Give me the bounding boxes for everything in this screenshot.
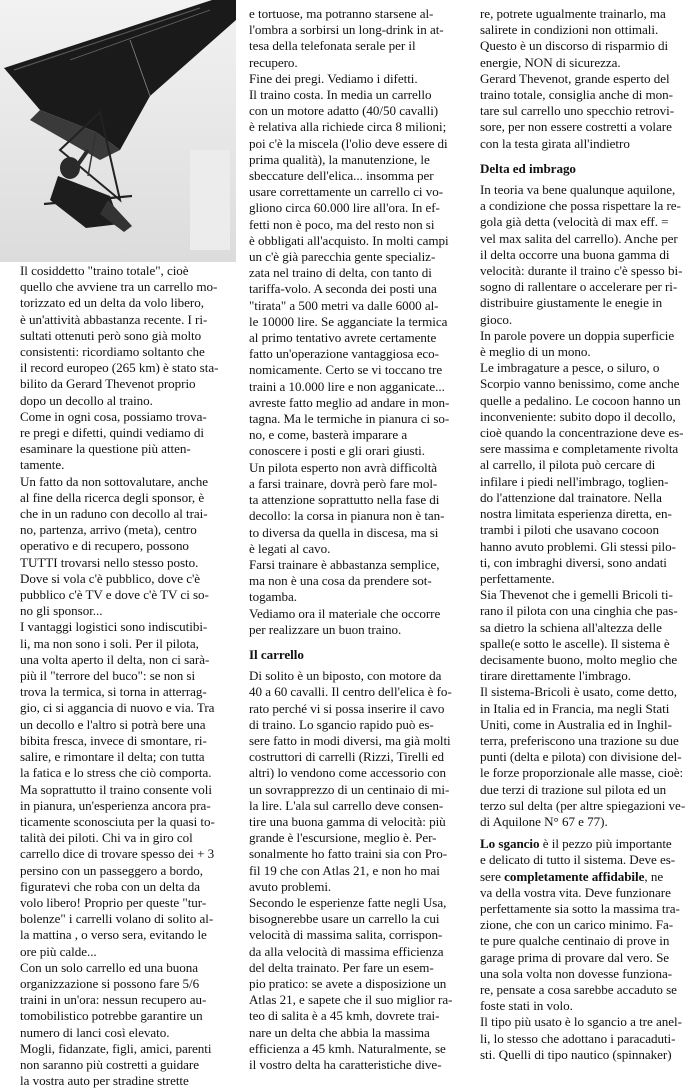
paragraph: I vantaggi logistici sono indiscutibi- li, ma non sono i soli. Per il pilota, una volta aperto il delta, non ci sarà- più il "terrore del buco": se non si trova la termica, si torna in atterrag- gio, ci si aggancia di nuovo e via. Tra un decollo e l'altro si potrà bere una bibita fresca, invece di smontare, ri- salire, e rimontare il delta; con tutta la fatica e lo stress che ciò comporta. [20,619,215,781]
paragraph: In teoria va bene qualunque aquilone, a condizione che possa rispettare la re- gola già detta (velocità di max eff. = vel max salita del carrello). Anche per il delta occorre una buona gamma di velocità: durante il traino c'è spesso bi- sogno di rallentare o accelerare per ri- distribuire giustamente le enegie in gioco. [480,182,683,327]
paragraph-sgancio: Lo sgancio è il pezzo più importante e delicato di tutto il sistema. Deve es- sere completamente affidabile, ne va della vostra vita. Deve funzionare perfettamente sia sotto la massima tra- zione, che con un carico minimo. Fa- te pure qualche centinaio di prove in garage prima di provare dal vero. Se una sola volta non dovesse funziona- re, pensate a cosa sarebbe accaduto se foste stati in volo. [480,836,680,1014]
paragraph: re, potrete ugualmente trainarlo, ma salirete in condizioni non ottimali. Questo è un discorso di risparmio di energie, NON di sicurezza. [480,6,669,70]
paragraph: In parole povere un doppia superficie è meglio di un mono. [480,327,675,360]
text-column-3 [480,6,692,1062]
paragraph: Un fatto da non sottovalutare, anche al fine della ricerca degli sponsor, è che in un raduno con decollo al trai- no, partenza, arrivo (meta), centro operativo e di recupero, possono TUTTI trovarsi nello stesso posto. Dove si vola c'è pubblico, dove c'è pubblico c'è TV e dove c'è TV ci so- no gli sponsor... [20,473,209,619]
section-heading-delta-imbrago: Delta ed imbrago [480,160,576,176]
paragraph: Il cosiddetto "traino totale", cioè quello che avviene tra un carrello mo- torizzato ed un delta da volo libero, è un'attività abbastanza recente. I ri- sultati ottenuti però sono già molto consistenti: ricordiamo soltanto che il record europeo (265 km) è stato sta- bilito da Gerard Thevenot proprio dopo un decollo al traino. [20,263,219,408]
paragraph: Mogli, fidanzate, figli, amici, parenti non saranno più costretti a guidare la vostra auto per stradine strette [20,1040,212,1089]
paragraph: Con un solo carrello ed una buona organizzazione si possono fare 5/6 traini in un'ora: nessun recupero au- tomobilistico potrebbe garantire un numero di lanci così elevato. [20,959,207,1040]
paragraph: Un pilota esperto non avrà difficoltà a farsi trainare, dovrà però fare mol- ta attenzione soprattutto nella fase di decollo: la corsa in pianura non è tan- to diversa da quella in discesa, ma si è legati al cavo. [249,459,445,556]
paragraph: Secondo le esperienze fatte negli Usa, bisognerebbe usare un carrello la cui velocità di massima salita, corrispon- da alla velocità di massima efficienza del delta trainato. Per fare un esem- pio pratico: se avete a disposizione un Atlas 21, e sapete che il suo miglior ra- teo di salita è a 45 kmh, dovrete trai- nare un delta che abbia la massima efficienza a 45 kmh. Naturalmente, se il vostro delta ha caratteristiche dive- [249,894,453,1072]
section-heading-carrello: Il carrello [249,646,304,662]
paragraph: Di solito è un biposto, con motore da 40 a 60 cavalli. Il centro dell'elica è fo- rato perché vi si possa inserire il cavo di traino. Lo sgancio rapido può es- sere fatto in modi diversi, ma già molti costruttori di carrelli (Rizzi, Tirelli ed altri) lo vendono come accessorio con un sovrapprezzo di un centinaio di mi- la lire. L'ala sul carrello deve consen- tire una buona gamma di velocità: più grande è l'escursione, meglio è. Per- sonalmente ho fatto traini sia con Pro- fil 19 che con Atlas 21, e non ho mai avuto problemi. [249,668,452,894]
paragraph: Sia Thevenot che i gemelli Bricoli ti- rano il pilota con una cinghia che pas- sa dietro la schiena all'altezza delle spalle(e sotto le ascelle). Il sistema è decisamente buono, molto meglio che tirare direttamente l'imbrago. [480,587,678,684]
paragraph: Ma soprattutto il traino consente voli in pianura, un'esperienza ancora pra- ticamente sconosciuta per la quasi to- talità dei piloti. Chi va in giro col carrello dice di trovare spesso dei + 3 persino con un passeggero a bordo, figuratevi che roba con un delta da volo libero! Proprio per queste "tur- bolenze" i carrelli volano di solito al- la mattina , o verso sera, evitando le ore più calde... [20,781,215,959]
paragraph: Il tipo più usato è lo sgancio a tre anel- li, lo stesso che adottano i paracaduti- sti. Quelli di tipo nautico (spinnaker) [480,1014,682,1062]
paragraph: Il traino costa. In media un carrello con un motore adatto (40/50 cavalli) è relativa alla richiede circa 8 milioni; poi c'è la miscela (l'olio deve essere di prima qualità), la manutenzione, le sbeccature dell'elica... insomma per usare correttamente un carrello ci vo- gliono circa 60.000 lire all'ora. In ef- fetti non è poco, ma del resto non si è obbligati all'acquisto. In molti campi un c'è già parecchia gente specializ- zata nel traino di delta, con tanto di tariffa-volo. A seconda dei posti una "tirata" a 500 metri va dalle 6000 al- le 10000 lire. Se agganciate la termica al primo tentativo avrete certamente fatto un'operazione vantaggiosa eco- nomicamente. Certo se vi toccano tre traini a 10.000 lire e non agganicate... avreste fatto meglio ad andare in mon- tagna. Ma le termiche in pianura ci so- no, e come, basterà imparare a conoscere i posti e gli orari giusti. [249,87,450,459]
paragraph: Farsi trainare è abbastanza semplice, ma non è una cosa da prendere sot- togamba. [249,556,440,605]
bold-term: completamente affidabile [504,868,645,884]
hang-glider-photo [0,0,236,262]
bold-term: Lo sgancio [480,836,540,852]
paragraph: Il sistema-Bricoli è usato, come detto, in Italia ed in Francia, ma negli Stati Uniti, come in Australia ed in Inghil- terra, preferiscono una trazione su due punti (delta e pilota) con divisione del- le forze proporzionale alle masse, cioè: due terzi di trazione sul pilota ed un terzo sul delta (per altre spiegazioni ve- di Aquilone N° 67 e 77). [480,684,686,829]
paragraph: Fine dei pregi. Vediamo i difetti. [249,70,418,86]
paragraph: Gerard Thevenot, grande esperto del traino totale, consiglia anche di mon- tare sul carrello uno specchio retrovi- sore, per non essere costretti a volare con la testa girata all'indietro [480,70,675,151]
paragraph: e tortuose, ma potranno starsene al- l'ombra a sorbirsi un long-drink in at- tesa della telefonata serale per il recupero. [249,6,444,70]
paragraph: Le imbragature a pesce, o siluro, o Scorpio vanno benissimo, come anche quelle a pedalino. Le cocoon hanno un inconveniente: subito dopo il decollo, cioè quando la concentrazione deve es- sere massima e completamente rivolta al carrello, il pilota può cercare di infilare i piedi nell'imbrago, toglien- do l'attenzione dal trainatore. Nella nostra limitata esperienza diretta, en- trambi i piloti che usavano cocoon hanno avuto problemi. Gli stessi pilo- ti, con imbraghi diversi, sono andati perfettamente. [480,360,684,586]
paragraph: Come in ogni cosa, possiamo trova- re pregi e difetti, quindi vediamo di esaminare la questione più atten- tamente. [20,408,207,473]
text-column-1 [20,263,244,1089]
text-column-2 [249,6,473,1072]
paragraph: Vediamo ora il materiale che occorre per realizzare un buon traino. [249,605,441,637]
